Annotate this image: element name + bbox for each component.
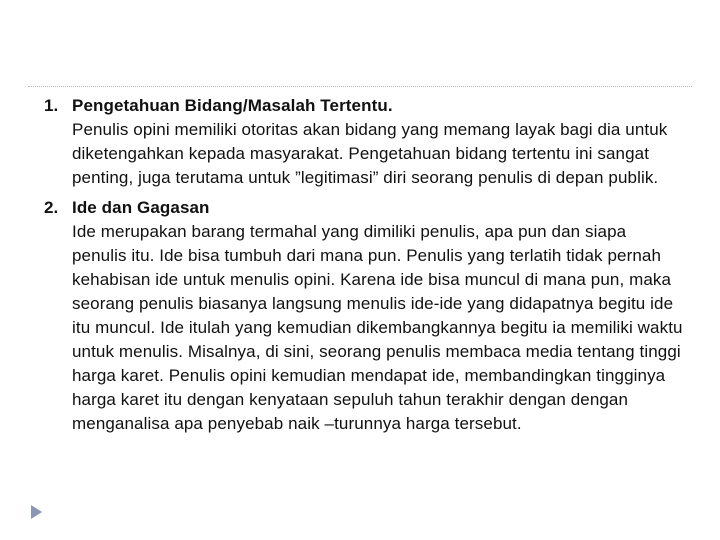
list-item-heading: Pengetahuan Bidang/Masalah Tertentu. (72, 96, 393, 115)
list-item (44, 196, 684, 436)
list-item (44, 94, 684, 190)
list-item-text: Ide merupakan barang termahal yang dimiliki penulis, apa pun dan siapa penulis itu. Ide bisa tumbuh dari mana pun. Penulis yang terlatih tidak pernah kehabisan ide untuk menulis opini. Karena ide bisa muncul di mana pun, maka seorang penulis biasanya langsung menulis ide-ide yang didapatnya begitu ide itu muncul. Ide itulah yang kemudian dikembangkannya begitu ia memiliki waktu untuk menulis. Misalnya, di sini, seorang penulis membaca media tentang tinggi harga karet. Penulis opini kemudian mendapat ide, membandingkan tingginya harga karet itu dengan kenyataan sepuluh tahun terakhir dengan dengan menganalisa apa penyebab naik –turunnya harga tersebut. (72, 222, 683, 433)
next-slide-icon[interactable] (31, 505, 42, 519)
list-item-body (72, 196, 684, 436)
list-item-number: 2. (44, 198, 59, 217)
slide-content (44, 94, 684, 436)
list-item-text: Penulis opini memiliki otoritas akan bidang yang memang layak bagi dia untuk diketengahkan kepada masyarakat. Pengetahuan bidang tertentu ini sangat penting, juga terutama untuk ”legitimasi” diri seorang penulis di depan publik. (72, 120, 668, 187)
list-item-number: 1. (44, 96, 59, 115)
header-divider (28, 86, 692, 87)
list-item-heading: Ide dan Gagasan (72, 198, 210, 217)
list-item-body (72, 94, 684, 190)
